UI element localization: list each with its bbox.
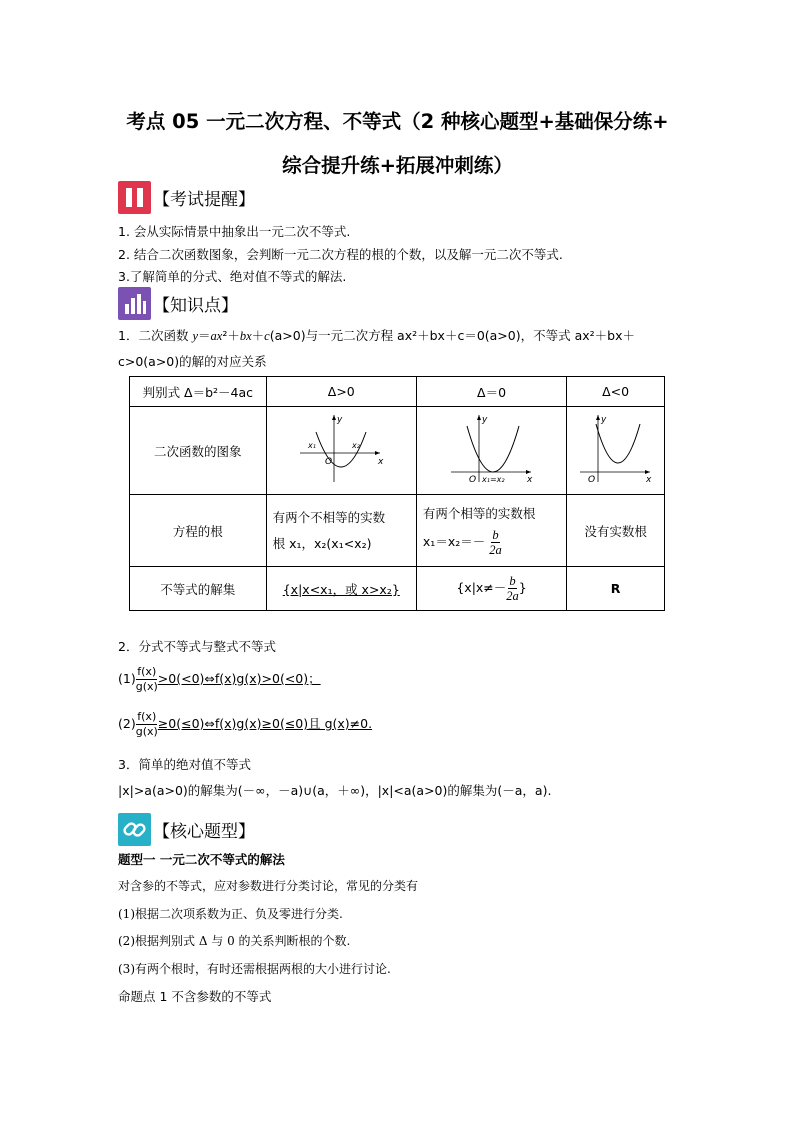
text-run: 1．二次函数 (118, 328, 193, 343)
roots-pos-line1: 有两个不相等的实数 (272, 509, 386, 525)
roots-pos (266, 495, 416, 567)
origin-label: O (587, 475, 595, 485)
discriminant-table (129, 376, 665, 611)
set-pos (266, 567, 416, 611)
row-label-set: 不等式的解集 (130, 567, 267, 611)
fraction-num: f(x) (137, 710, 157, 723)
section-knowledge-header (118, 286, 238, 320)
core-line: (3)有两个根时，有时还需根据两根的大小进行讨论. (118, 962, 391, 976)
knowledge-p3-line: |x|>a(a>0)的解集为(－∞，－a)∪(a，＋∞)，|x|<a(a>0)的解集为(－a，a). (118, 783, 552, 798)
row-label-roots: 方程的根 (130, 495, 267, 567)
parabola-double-root-graph (447, 412, 537, 486)
roots-zero (416, 495, 566, 567)
roots-neg: 没有实数根 (567, 495, 665, 567)
bar-chart-icon (118, 287, 151, 320)
section-core-title: 【核心题型】 (153, 821, 255, 842)
section-core-header (118, 812, 255, 846)
root-label-x2: x₂ (352, 441, 361, 450)
title-line-1: 考点 05 一元二次方程、不等式（2 种核心题型+基础保分练+ (126, 110, 669, 133)
section-reminder-title: 【考试提醒】 (153, 189, 255, 210)
fraction-den: g(x) (135, 680, 158, 693)
parabola-no-root-graph (576, 412, 656, 486)
roots-zero-line1: 有两个相等的实数根 (422, 506, 536, 521)
knowledge-p1-line2: c>0(a>0)的解的对应关系 (118, 354, 267, 369)
text-run: ＝ (198, 328, 211, 343)
text-run: >0(<0)⇔f(x)g(x)>0(<0)； (157, 671, 321, 686)
row-label-graph: 二次函数的图象 (130, 407, 267, 495)
fraction-num: b (509, 574, 516, 588)
knowledge-p1-line1 (118, 326, 635, 344)
roots-zero-line2 (423, 528, 566, 557)
text-run: } (518, 580, 527, 595)
text-run: y (192, 329, 198, 343)
root-label-x1: x₁ (308, 441, 317, 450)
text-run: bx (239, 329, 252, 343)
point1-heading: 命题点 1 不含参数的不等式 (118, 989, 272, 1004)
core-line: (1)根据二次项系数为正、负及零进行分类. (118, 907, 343, 921)
knowledge-p2-1 (118, 665, 321, 694)
core-line: (2)根据判别式 Δ 与 0 的关系判断根的个数. (118, 934, 351, 948)
fraction (489, 528, 502, 557)
axis-label-y: y (337, 415, 343, 425)
fraction (136, 710, 158, 739)
axis-label-y: y (481, 415, 487, 425)
text-run: x₁＝x₂＝－ (422, 534, 486, 549)
roots-pos-line2: 根 x₁，x₂(x₁<x₂) (272, 535, 372, 551)
title-line-2: 综合提升练+拓展冲刺练） (282, 154, 513, 177)
knowledge-p3: 3．简单的绝对值不等式 (118, 757, 251, 772)
text-run: c (264, 329, 270, 343)
fraction (136, 665, 158, 694)
set-zero (416, 567, 566, 611)
origin-label: O (325, 457, 333, 467)
text-run: {x|x≠－ (456, 580, 507, 595)
link-chain-icon (118, 813, 151, 846)
text-run: ax (210, 329, 223, 343)
fraction-den: g(x) (135, 725, 158, 738)
pause-bars-icon (118, 181, 151, 214)
fraction-den: 2a (506, 589, 519, 603)
origin-label: O (468, 475, 476, 485)
fraction (506, 574, 519, 603)
axis-label-y: y (600, 415, 606, 425)
core-line: 对含参的不等式，应对参数进行分类讨论，常见的分类有 (118, 879, 419, 893)
table-header: Δ<0 (567, 377, 665, 407)
root-label-double: x₁=x₂ (481, 475, 505, 484)
fraction-num: b (492, 528, 499, 542)
graph-cell-pos (266, 407, 416, 495)
text-run: (a>0)与一元二次方程 ax²＋bx＋c＝0(a>0)，不等式 ax²＋bx＋ (269, 328, 635, 343)
text-run: ≥0(≤0)⇔f(x)g(x)≥0(≤0)且 g(x)≠0. (157, 716, 373, 731)
knowledge-p2-2 (118, 710, 372, 739)
axis-label-x: x (378, 457, 384, 467)
type1-heading: 题型一 一元二次不等式的解法 (118, 852, 285, 867)
table-header: Δ>0 (266, 377, 416, 407)
reminder-item: 1. 会从实际情景中抽象出一元二次不等式. (118, 224, 351, 239)
graph-cell-neg (567, 407, 665, 495)
knowledge-p2: 2．分式不等式与整式不等式 (118, 639, 276, 654)
parabola-two-roots-graph (296, 412, 386, 486)
section-reminder-header (118, 180, 255, 214)
fraction-den: 2a (489, 543, 502, 557)
section-knowledge-title: 【知识点】 (153, 295, 238, 316)
reminder-item: 3.了解简单的分式、绝对值不等式的解法. (118, 269, 347, 284)
set-neg: R (567, 567, 665, 611)
axis-label-x: x (526, 475, 532, 485)
text-run: ²＋ (222, 328, 240, 343)
text-run: {x|x<x₁，或 x>x₂} (282, 581, 400, 597)
table-header: Δ＝0 (416, 377, 566, 407)
table-header: 判别式 Δ＝b²－4ac (130, 377, 267, 407)
text-run: (2) (118, 716, 136, 731)
graph-cell-zero (416, 407, 566, 495)
text-run: ＋ (251, 328, 265, 343)
fraction-num: f(x) (137, 665, 157, 678)
axis-label-x: x (645, 475, 651, 485)
text-run: (1) (118, 671, 136, 686)
reminder-item: 2. 结合二次函数图象，会判断一元二次方程的根的个数，以及解一元二次不等式. (118, 247, 563, 262)
page-title (110, 100, 685, 188)
